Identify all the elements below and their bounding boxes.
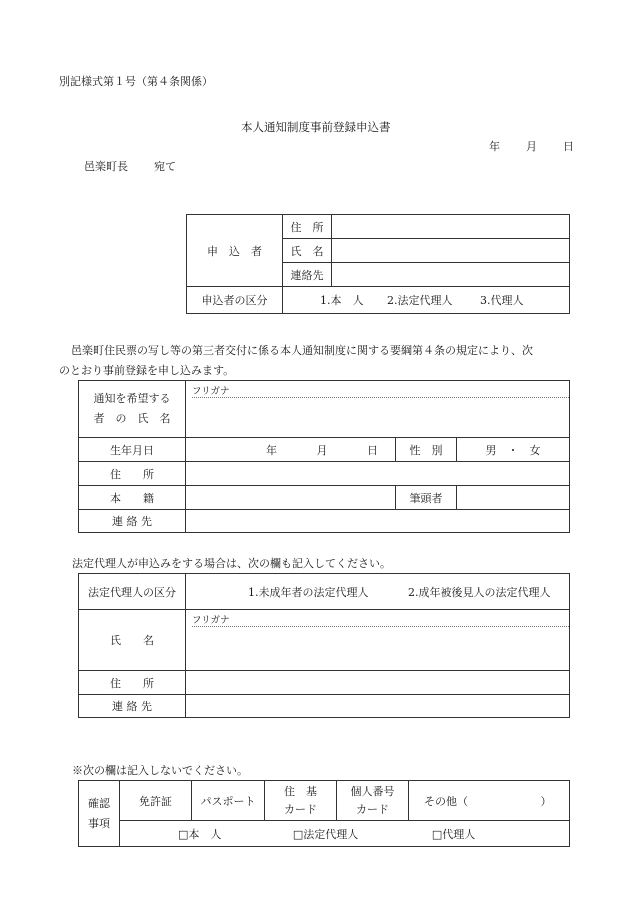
applicant-address-field[interactable]: [332, 215, 570, 239]
honseki-field[interactable]: [186, 486, 396, 510]
legal-name-label: 氏 名: [79, 610, 186, 671]
legal-contact-label: 連 絡 先: [79, 695, 186, 718]
juki-card-line2: カード: [284, 802, 317, 816]
juki-card-cell[interactable]: [265, 781, 337, 821]
confirm-label-line2: 事項: [88, 816, 110, 830]
category-option-self[interactable]: 1.本 人: [320, 294, 364, 307]
notify-address-field[interactable]: [186, 462, 570, 486]
notify-contact-label: 連 絡 先: [79, 510, 186, 533]
notify-address-label: 住 所: [79, 462, 186, 486]
legal-name-field[interactable]: [186, 610, 570, 671]
head-label: 筆頭者: [396, 486, 457, 510]
notify-table: [78, 380, 570, 533]
intro-line-2: のとおり事前登録を申し込みます。: [59, 364, 235, 377]
legal-option-minor[interactable]: 1.未成年者の法定代理人: [248, 585, 369, 599]
confirm-label: [79, 781, 120, 847]
form-title: 本人通知制度事前登録申込書: [241, 120, 391, 134]
intro-paragraph: [59, 341, 579, 381]
legal-address-field[interactable]: [186, 671, 570, 695]
legal-address-label: 住 所: [79, 671, 186, 695]
legal-furigana-row: [192, 612, 569, 627]
office-note: ※次の欄は記入しないでください。: [72, 764, 248, 777]
birth-year-unit: 年: [266, 443, 277, 457]
applicant-group-label: 申 込 者: [187, 215, 283, 287]
applicant-name-label: 氏 名: [283, 239, 332, 263]
category-option-agent[interactable]: 3.代理人: [480, 294, 524, 307]
other-close: ）: [540, 794, 552, 808]
birth-field[interactable]: [186, 438, 396, 462]
applicant-category-label: 申込者の区分: [187, 287, 283, 314]
applicant-contact-field[interactable]: [332, 263, 570, 287]
mynumber-card-line1: 個人番号: [350, 784, 395, 798]
juki-card-line1: 住 基: [284, 784, 317, 798]
other-cell[interactable]: [409, 781, 570, 821]
form-label: 別記様式第１号（第４条関係）: [59, 75, 213, 88]
date-year: 年: [489, 140, 500, 153]
other-label: その他（: [424, 794, 468, 808]
mynumber-card-cell[interactable]: [337, 781, 409, 821]
check-legal[interactable]: □法定代理人: [292, 827, 359, 841]
applicant-table: [186, 214, 570, 314]
mynumber-card-line2: カード: [356, 802, 389, 816]
birth-day-unit: 日: [367, 443, 378, 457]
addressee-name: 邑楽町長: [84, 160, 128, 173]
date-month: 月: [526, 140, 537, 153]
legal-table: [78, 573, 570, 718]
intro-line-1: 邑楽町住民票の写し等の第三者交付に係る本人通知制度に関する要綱第４条の規定により、次: [71, 344, 533, 357]
office-table: [78, 780, 570, 847]
sex-options[interactable]: 男 ・ 女: [457, 438, 570, 462]
applicant-address-label: 住 所: [283, 215, 332, 239]
applicant-name-field[interactable]: [332, 239, 570, 263]
legal-category-label: 法定代理人の区分: [79, 574, 186, 610]
notify-name-label: [79, 381, 186, 438]
notify-name-field[interactable]: [186, 381, 570, 438]
legal-note: 法定代理人が申込みをする場合は、次の欄も記入してください。: [72, 557, 391, 570]
addressee-suffix: 宛て: [154, 160, 176, 173]
sex-label: 性 別: [396, 438, 457, 462]
date-day: 日: [563, 140, 574, 153]
applicant-contact-label: 連絡先: [283, 263, 332, 287]
notify-name-label-line2: 者 の 氏 名: [93, 412, 171, 425]
birth-label: 生年月日: [79, 438, 186, 462]
legal-option-ward[interactable]: 2.成年被後見人の法定代理人: [408, 585, 551, 599]
legal-category-options[interactable]: [186, 574, 570, 610]
check-self[interactable]: □本 人: [178, 827, 222, 841]
furigana-row: [192, 383, 569, 398]
notify-contact-field[interactable]: [186, 510, 570, 533]
check-agent[interactable]: □代理人: [431, 827, 476, 841]
office-checks: [120, 821, 570, 847]
applicant-category-options[interactable]: [283, 287, 570, 314]
license-cell[interactable]: 免許証: [120, 781, 192, 821]
passport-cell[interactable]: パスポート: [192, 781, 265, 821]
legal-furigana-label: フリガナ: [192, 615, 230, 626]
legal-contact-field[interactable]: [186, 695, 570, 718]
head-field[interactable]: [457, 486, 570, 510]
category-option-legal[interactable]: 2.法定代理人: [387, 294, 453, 307]
confirm-label-line1: 確認: [88, 796, 110, 810]
birth-month-unit: 月: [316, 443, 328, 457]
honseki-label: 本 籍: [79, 486, 186, 510]
furigana-label: フリガナ: [192, 386, 230, 397]
notify-name-label-line1: 通知を希望する: [93, 392, 171, 405]
